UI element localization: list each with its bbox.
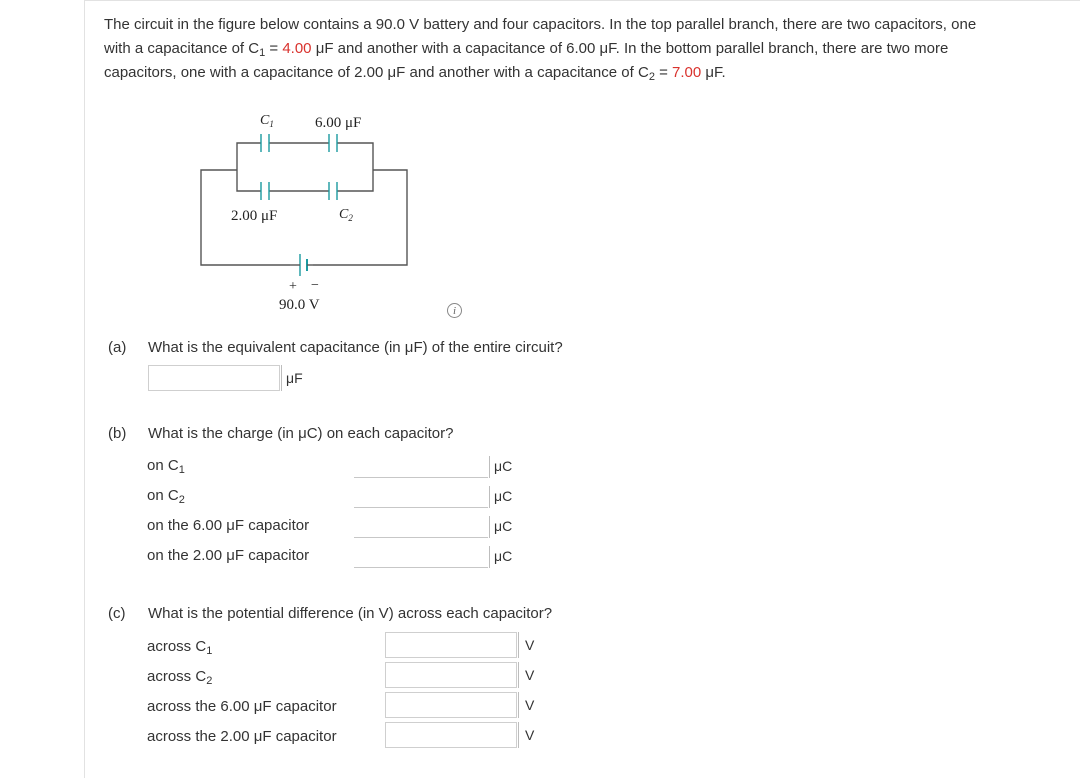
info-icon[interactable]: i: [447, 303, 462, 318]
charge-c2-unit: μC: [494, 488, 513, 504]
intro-line-1: [104, 13, 1064, 37]
voltage-c1-unit: V: [525, 637, 535, 653]
voltage-6uf-label: across the 6.00 μF capacitor: [147, 698, 337, 715]
unit-divider: [518, 662, 519, 688]
unit-divider: [489, 486, 490, 508]
intro-line-2: [104, 37, 1064, 61]
intro-line-3: [104, 61, 1064, 85]
voltage-2uf-input[interactable]: [385, 722, 517, 748]
unit-divider: [281, 365, 282, 391]
battery-voltage-label: 90.0 V: [279, 297, 320, 313]
voltage-6uf-unit: V: [525, 697, 535, 713]
battery-minus-sign: −: [311, 278, 319, 293]
part-b-letter: (b): [108, 425, 127, 442]
charge-c1-label: on $C_1$: [147, 457, 185, 476]
c2-label: $C_2$: [339, 207, 353, 223]
part-a-letter: (a): [108, 339, 127, 356]
circuit-wires: [201, 143, 407, 265]
voltage-c1-input[interactable]: [385, 632, 517, 658]
battery-plus-sign: +: [289, 279, 297, 294]
intro-text-2c: μF and another with a capacitance of 6.00 μF. In the bottom parallel branch, there are two more: [311, 40, 949, 57]
charge-c2-label: on $C_2$: [147, 487, 185, 506]
intro-text-2a: with a capacitance of C: [104, 40, 260, 57]
voltage-6uf-input[interactable]: [385, 692, 517, 718]
intro-text-3c: μF.: [701, 64, 726, 81]
intro-text-3b: =: [654, 64, 673, 81]
intro-sub-c1: 1: [259, 47, 266, 59]
part-a-unit: μF: [286, 370, 303, 386]
intro-sub-c2: 2: [648, 71, 655, 83]
voltage-c2-input[interactable]: [385, 662, 517, 688]
intro-text-1: The circuit in the figure below contains a 90.0 V battery and four capacitors. In the top parallel branch, there are two capacitors, one: [104, 16, 977, 33]
charge-c1-input[interactable]: [354, 452, 488, 478]
voltage-2uf-unit: V: [525, 727, 535, 743]
part-b-text: What is the charge (in μC) on each capacitor?: [148, 425, 454, 442]
part-c-letter: (c): [108, 605, 126, 622]
part-c-question: [108, 605, 552, 622]
c2uf-label: 2.00 μF: [231, 208, 278, 224]
problem-statement: [104, 13, 1064, 85]
unit-divider: [518, 692, 519, 718]
part-c-text: What is the potential difference (in V) across each capacitor?: [148, 605, 553, 622]
part-a-text: What is the equivalent capacitance (in μF) of the entire circuit?: [148, 339, 563, 356]
circuit-diagram: [190, 105, 420, 320]
charge-2uf-unit: μC: [494, 548, 513, 564]
intro-text-3a: capacitors, one with a capacitance of 2.00 μF and another with a capacitance of C: [104, 64, 649, 81]
voltage-c2-label: across $C_2$: [147, 668, 213, 687]
c2-value-highlight: 7.00: [672, 64, 702, 81]
charge-2uf-label: on the 2.00 μF capacitor: [147, 547, 310, 564]
c6-label: 6.00 μF: [315, 115, 362, 131]
charge-c1-unit: μC: [494, 458, 513, 474]
c1-value-highlight: 4.00: [282, 40, 312, 57]
voltage-c2-unit: V: [525, 667, 535, 683]
unit-divider: [518, 722, 519, 748]
voltage-c1-label: across $C_1$: [147, 638, 213, 657]
charge-6uf-unit: μC: [494, 518, 513, 534]
part-b-question: [108, 425, 453, 442]
unit-divider: [518, 632, 519, 658]
battery-symbol: [290, 254, 313, 276]
equivalent-capacitance-input[interactable]: [148, 365, 280, 391]
intro-text-2b: =: [265, 40, 283, 57]
unit-divider: [489, 516, 490, 538]
charge-2uf-input[interactable]: [354, 542, 488, 568]
c1-label: $C_1$: [260, 113, 274, 129]
unit-divider: [489, 546, 490, 568]
charge-c2-input[interactable]: [354, 482, 488, 508]
charge-6uf-label: on the 6.00 μF capacitor: [147, 517, 310, 534]
charge-6uf-input[interactable]: [354, 512, 488, 538]
part-a-question: [108, 339, 563, 356]
capacitor-plates: [261, 134, 337, 200]
unit-divider: [489, 456, 490, 478]
voltage-2uf-label: across the 2.00 μF capacitor: [147, 728, 337, 745]
